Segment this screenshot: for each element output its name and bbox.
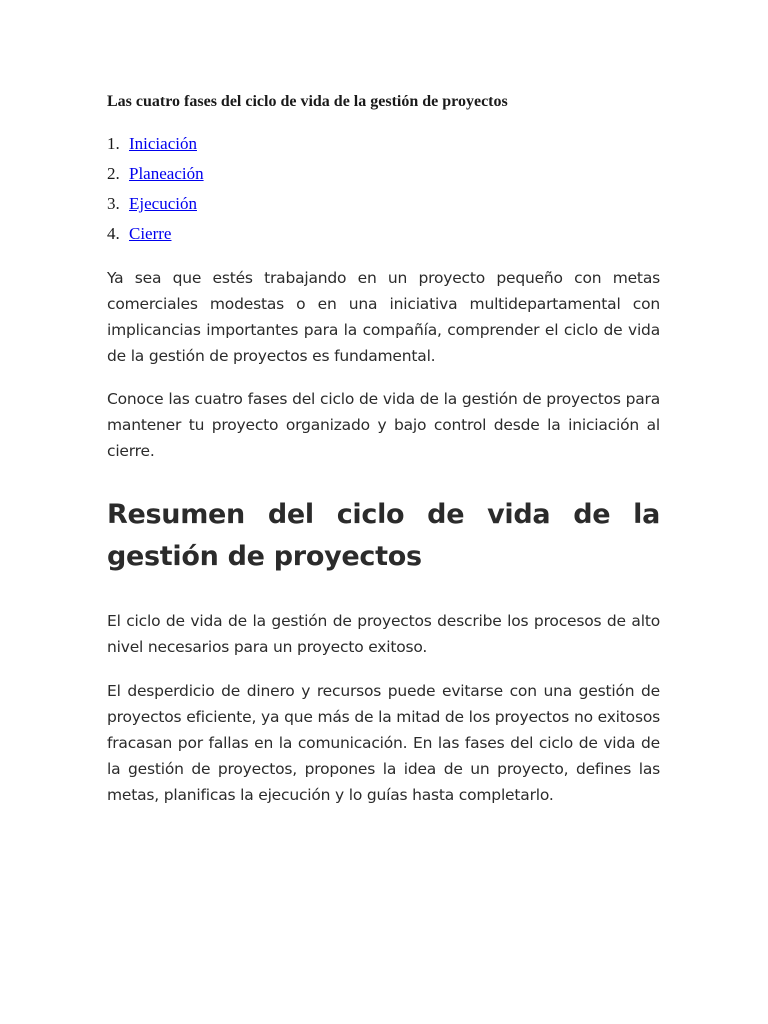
toc-item-number: 2. [107,164,120,183]
toc-item-planeacion [107,162,204,192]
toc-item-number: 1. [107,134,120,153]
toc-item-ejecucion [107,192,204,222]
toc-item-number: 3. [107,194,120,213]
toc-item-cierre [107,222,204,252]
intro-paragraph-2: Conoce las cuatro fases del ciclo de vida de la gestión de proyectos para mantener tu proyecto organizado y bajo control desde la iniciación al cierre. [107,390,660,460]
toc-link-cierre[interactable]: Cierre [129,224,172,243]
toc-link-planeacion[interactable]: Planeación [129,164,204,183]
toc-list [107,132,204,252]
toc-link-iniciacion[interactable]: Iniciación [129,134,197,153]
section-paragraph-2: El desperdicio de dinero y recursos puede evitarse con una gestión de proyectos eficiente, ya que más de la mitad de los proyectos no exitosos fracasan por fallas en la comunicación. En las fases del ciclo de vida de la gestión de proyectos, propones la idea de un proyecto, defines las metas, planificas la ejecución y lo guías hasta completarlo. [107,682,660,804]
intro-paragraph-1: Ya sea que estés trabajando en un proyecto pequeño con metas comerciales modestas o en una iniciativa multidepartamental con implicancias importantes para la compañía, comprender el ciclo de vida de la gestión de proyectos es fundamental. [107,269,660,365]
toc-item-iniciacion [107,132,204,162]
toc-title: Las cuatro fases del ciclo de vida de la gestión de proyectos [107,93,508,110]
section-heading: Resumen del ciclo de vida de la gestión de proyectos [107,499,660,572]
toc-item-number: 4. [107,224,120,243]
section-paragraph-1: El ciclo de vida de la gestión de proyectos describe los procesos de alto nivel necesarios para un proyecto exitoso. [107,612,660,656]
toc-link-ejecucion[interactable]: Ejecución [129,194,197,213]
